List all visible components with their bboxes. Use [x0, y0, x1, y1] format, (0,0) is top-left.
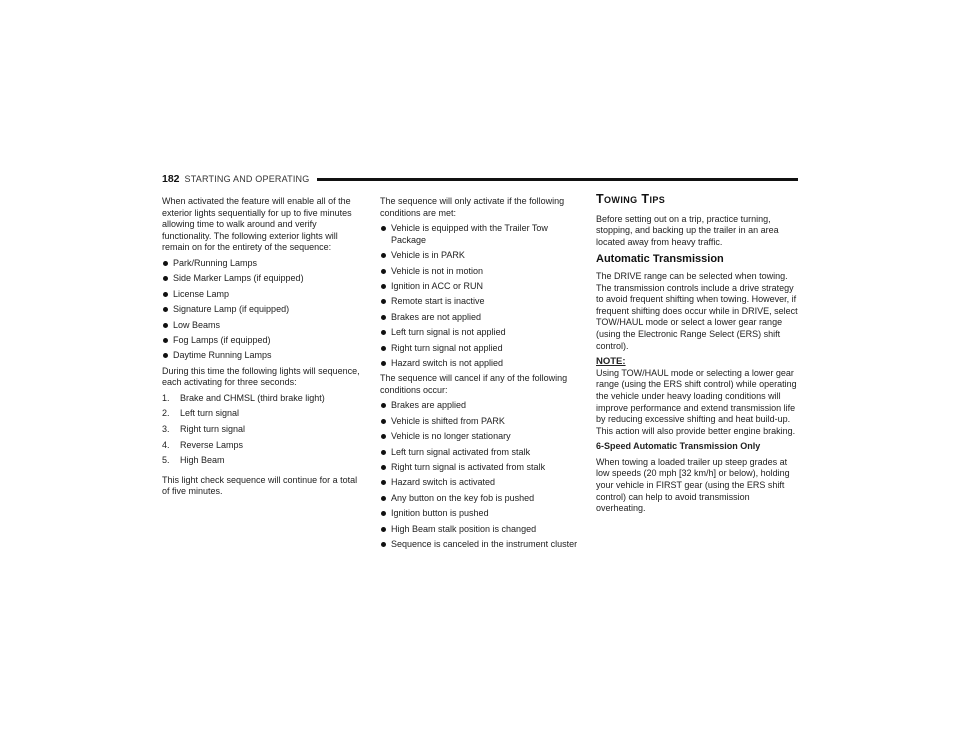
list-item: Ignition button is pushed	[380, 508, 578, 520]
list-item: Low Beams	[162, 320, 360, 332]
list-item: Signature Lamp (if equipped)	[162, 304, 360, 316]
section-title: STARTING AND OPERATING	[184, 174, 310, 184]
bullet-icon	[381, 434, 386, 439]
bullet-icon	[163, 323, 168, 328]
list-item: Brakes are not applied	[380, 312, 578, 324]
column-left	[162, 196, 360, 502]
list-item: High Beam stalk position is changed	[380, 524, 578, 536]
bullet-icon	[163, 261, 168, 266]
list-item: Park/Running Lamps	[162, 258, 360, 270]
list-item: Fog Lamps (if equipped)	[162, 335, 360, 347]
bullet-icon	[381, 465, 386, 470]
list-item: Right turn signal is activated from stalk	[380, 462, 578, 474]
bullet-icon	[163, 353, 168, 358]
list-item: Side Marker Lamps (if equipped)	[162, 273, 360, 285]
bullet-icon	[163, 292, 168, 297]
intro-paragraph: When activated the feature will enable all of the exterior lights sequentially for up to five minutes allowing time to walk around and verify functionality. The following exterior lights will remain on for the entirety of the sequence:	[162, 196, 352, 253]
bullet-icon	[381, 315, 386, 320]
list-item: Remote start is inactive	[380, 296, 578, 308]
bullet-icon	[381, 361, 386, 366]
list-item: Left turn signal is not applied	[380, 327, 578, 339]
page-number: 182	[162, 173, 180, 185]
page-header	[162, 172, 798, 186]
towing-tips-heading: Towing Tips	[596, 192, 666, 206]
bullet-icon	[381, 403, 386, 408]
outro-paragraph: This light check sequence will continue for a total of five minutes.	[162, 474, 358, 497]
lights-on-list	[162, 258, 360, 362]
bullet-icon	[381, 450, 386, 455]
activate-conditions-list	[380, 223, 578, 369]
bullet-icon	[381, 542, 386, 547]
bullet-icon	[381, 269, 386, 274]
bullet-icon	[381, 511, 386, 516]
numbered-item: 2. Left turn signal	[162, 408, 240, 419]
bullet-icon	[381, 330, 386, 335]
list-item: Vehicle is no longer stationary	[380, 431, 578, 443]
list-item: Vehicle is not in motion	[380, 266, 578, 278]
bullet-icon	[381, 226, 386, 231]
numbered-item: 1. Brake and CHMSL (third brake light)	[162, 392, 325, 403]
list-item: Hazard switch is not applied	[380, 358, 578, 370]
cancel-conditions-list	[380, 400, 578, 550]
list-item: Vehicle is in PARK	[380, 250, 578, 262]
list-item: Hazard switch is activated	[380, 477, 578, 489]
list-item: Right turn signal not applied	[380, 343, 578, 355]
bullet-icon	[381, 419, 386, 424]
towing-tips-paragraph: Before setting out on a trip, practice turning, stopping, and backing up the trailer in an area located away from heavy traffic.	[596, 213, 779, 247]
six-speed-label: 6-Speed Automatic Transmission Only	[596, 441, 761, 452]
bullet-icon	[381, 284, 386, 289]
automatic-transmission-paragraph: The DRIVE range can be selected when towing. The transmission controls include a drive strategy to avoid frequent shifting when towing. However, if frequent shifting does occur while in DRIVE, select TOW/HAUL mode or select a lower gear range (using the Electronic Range Select (ERS) shift control).	[596, 270, 798, 351]
list-item: Ignition in ACC or RUN	[380, 281, 578, 293]
cancel-intro: The sequence will cancel if any of the following conditions occur:	[380, 373, 568, 395]
column-right	[596, 192, 798, 519]
bullet-icon	[381, 480, 386, 485]
list-item: Brakes are applied	[380, 400, 578, 412]
automatic-transmission-heading: Automatic Transmission	[596, 253, 724, 266]
bullet-icon	[163, 276, 168, 281]
list-item: Sequence is canceled in the instrument cluster	[380, 539, 578, 551]
bullet-icon	[163, 307, 168, 312]
bullet-icon	[381, 496, 386, 501]
note-paragraph: Using TOW/HAUL mode or selecting a lower gear range (using the ERS shift control) while operating the vehicle under heavy loading conditions will improve performance and extend transmission life by reducing excessive shifting and heat build-up. This action will also provide better engine braking.	[596, 367, 797, 436]
sequence-list	[162, 393, 360, 467]
column-middle	[380, 196, 578, 554]
numbered-item: 3. Right turn signal	[162, 424, 246, 435]
bullet-icon	[381, 527, 386, 532]
header-rule	[317, 178, 798, 181]
numbered-item: 4. Reverse Lamps	[162, 439, 244, 450]
list-item: Vehicle is equipped with the Trailer Tow Package	[380, 223, 578, 246]
activate-intro: The sequence will only activate if the following conditions are met:	[380, 196, 565, 218]
list-item: Left turn signal activated from stalk	[380, 447, 578, 459]
note-label: NOTE:	[596, 356, 626, 368]
six-speed-paragraph: When towing a loaded trailer up steep grades at low speeds (20 mph [32 km/h] or below), holding your vehicle in FIRST gear (using the ERS shift control) can help to avoid transmission overheating.	[596, 456, 790, 514]
list-item: Any button on the key fob is pushed	[380, 493, 578, 505]
list-item: Daytime Running Lamps	[162, 350, 360, 362]
bullet-icon	[381, 299, 386, 304]
bullet-icon	[163, 338, 168, 343]
bullet-icon	[381, 253, 386, 258]
list-item: Vehicle is shifted from PARK	[380, 416, 578, 428]
numbered-item: 5. High Beam	[162, 455, 225, 466]
bullet-icon	[381, 346, 386, 351]
sequence-intro: During this time the following lights will sequence, each activating for three seconds:	[162, 365, 360, 388]
list-item: License Lamp	[162, 289, 360, 301]
